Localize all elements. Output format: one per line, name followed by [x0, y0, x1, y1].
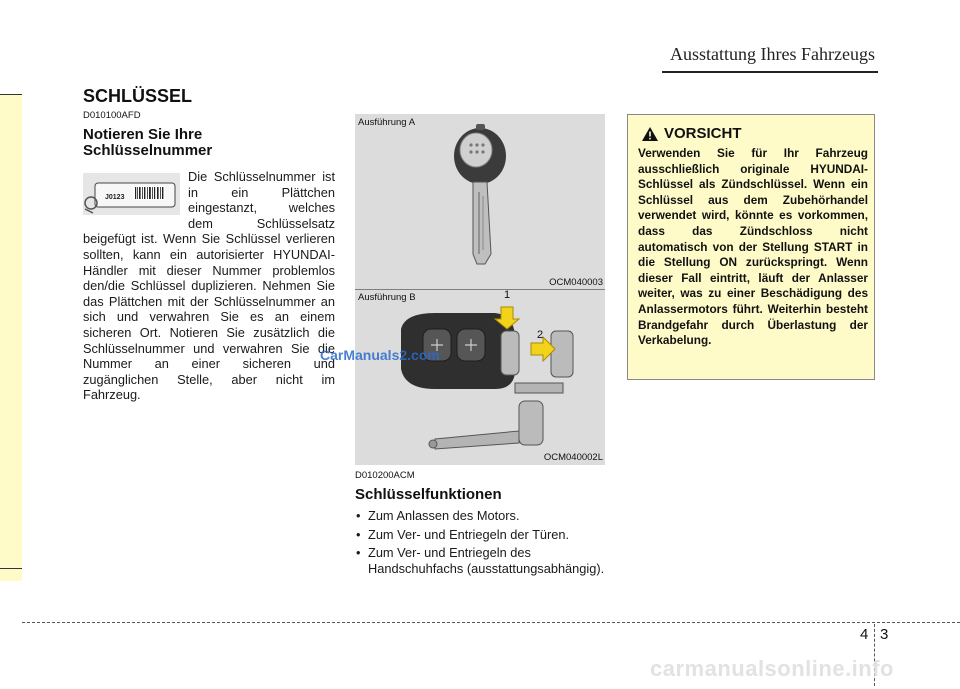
key-tag-image	[83, 173, 180, 215]
list-item: • Zum Ver- und Entriegeln des Handschuhfachs (ausstattungsabhängig).	[355, 545, 625, 576]
figure-a-code: OCM040003	[549, 277, 603, 288]
figure-a-caption: Ausführung A	[358, 117, 416, 128]
footer-dashed-rule	[22, 622, 960, 623]
key-number-body: Die Schlüsselnummer ist in ein Plättchen eingestanzt, welches dem Schlüsselsatz beigefügt ist. Wenn Sie Schlüssel verlieren sollten, kann ein autorisierter HYUNDAI-Händler mit dieser Nummer problemlos den/die Schlüssel duplizieren. Nehmen Sie das Plättchen mit der Schlüsselnummer an sich und verwahren Sie es an einem sicheren Ort. Notieren Sie zusätzlich die Schlüsselnummer und verwahren Sie die Nummer an einer sicheren und zugänglichen Stelle, aber nicht im Fahrzeug.	[83, 169, 335, 403]
chapter-number: 4	[860, 626, 869, 643]
section-code-2: D010200ACM	[355, 470, 415, 481]
header-rule	[662, 71, 878, 73]
key-functions-section	[355, 470, 625, 579]
caution-text: Verwenden Sie für Ihr Fahrzeug ausschließlich originale HYUNDAI-Schlüssel als Zündschlüssel. Wenn ein Schlüssel aus dem Zubehörhandel verwendet wird, könnte es vorkommen, dass das Zündschloss nicht automatisch von der Stellung START in die Stellung ON zurückspringt. Wenn dieser Fall eintritt, läuft der Anlasser weiter, was zu einer Beschädigung des Anlassermotors führt. Weiterhin besteht Brandgefahr durch Überlastung der Verkabelung.	[638, 146, 868, 348]
smart-key-illustration	[355, 289, 605, 465]
key-functions-list	[355, 508, 625, 576]
caution-header	[642, 125, 742, 142]
figure-b-caption: Ausführung B	[358, 292, 416, 303]
watermark-overlay: CarManuals2.com	[320, 347, 440, 363]
key-figure-b	[355, 289, 605, 465]
key-functions-heading: Schlüsselfunktionen	[355, 486, 502, 503]
section-code: D010100AFD	[83, 110, 141, 121]
figure-b-label-1: 1	[504, 289, 511, 301]
caution-title: VORSICHT	[664, 125, 742, 142]
key-number-heading: Notieren Sie Ihre Schlüsselnummer	[83, 126, 213, 159]
key-number-section	[83, 110, 335, 403]
yellow-sidebar-strip	[0, 95, 22, 581]
figure-b-code: OCM040002L	[543, 452, 603, 463]
sidebar-top-line	[0, 94, 22, 95]
warning-triangle-icon	[642, 127, 658, 141]
key-figure-a	[355, 114, 605, 290]
list-item: • Zum Anlassen des Motors.	[355, 508, 625, 524]
sidebar-bottom-line	[0, 568, 22, 569]
site-watermark: carmanualsonline.info	[650, 656, 894, 681]
page-number: 3	[880, 626, 889, 643]
figure-b-label-2: 2	[537, 329, 544, 341]
key-number-text-block	[83, 169, 335, 403]
folding-key-illustration	[355, 114, 605, 290]
caution-box	[627, 114, 875, 380]
key-tag-number: J0123	[105, 194, 125, 201]
list-item: • Zum Ver- und Entriegeln der Türen.	[355, 527, 625, 543]
running-header-title: Ausstattung Ihres Fahrzeugs	[670, 44, 875, 64]
section-title: SCHLÜSSEL	[83, 86, 193, 106]
